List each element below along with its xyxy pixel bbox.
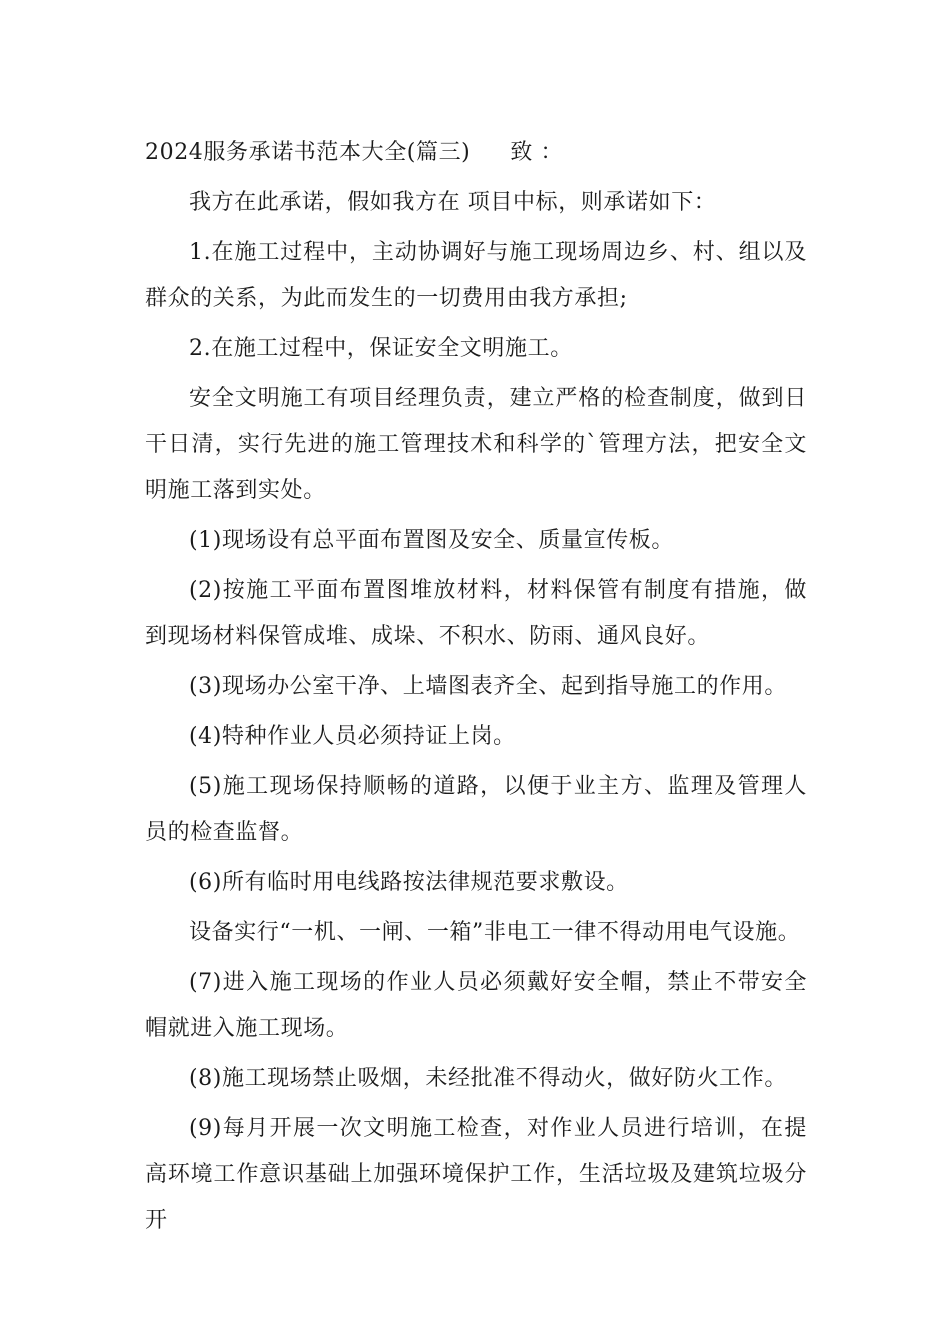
paragraph-9: (5)施工现场保持顺畅的道路，以便于业主方、监理及管理人员的检查监督。 xyxy=(145,774,807,845)
paragraph-10: (6)所有临时用电线路按法律规范要求敷设。 xyxy=(189,870,629,895)
paragraph-3: 2.在施工过程中，保证安全文明施工。 xyxy=(189,336,573,361)
addressee: 致 ： xyxy=(510,140,564,165)
paragraph-1: 我方在此承诺，假如我方在 项目中标，则承诺如下： xyxy=(189,190,717,215)
paragraph-14: (9)每月开展一次文明施工检查，对作业人员进行培训，在提高环境工作意识基础上加强环境保护工作，生活垃圾及建筑垃圾分开 xyxy=(145,1116,807,1233)
paragraph-5: (1)现场设有总平面布置图及安全、质量宣传板。 xyxy=(189,528,674,553)
paragraph-6: (2)按施工平面布置图堆放材料，材料保管有制度有措施，做到现场材料保管成堆、成垛、不积水、防雨、通风良好。 xyxy=(145,578,807,649)
paragraph-13: (8)施工现场禁止吸烟，未经批准不得动火，做好防火工作。 xyxy=(189,1066,787,1091)
paragraph-8: (4)特种作业人员必须持证上岗。 xyxy=(189,724,516,749)
paragraph-12: (7)进入施工现场的作业人员必须戴好安全帽，禁止不带安全帽就进入施工现场。 xyxy=(145,970,807,1041)
document-title: 2024服务承诺书范本大全(篇三) xyxy=(145,140,471,165)
paragraph-2: 1.在施工过程中，主动协调好与施工现场周边乡、村、组以及群众的关系，为此而发生的一切费用由我方承担; xyxy=(145,240,807,311)
title-line xyxy=(145,130,807,176)
paragraph-7: (3)现场办公室干净、上墙图表齐全、起到指导施工的作用。 xyxy=(189,674,787,699)
paragraph-11: 设备实行“一机、一闸、一箱”非电工一律不得动用电气设施。 xyxy=(189,920,801,945)
paragraph-4: 安全文明施工有项目经理负责，建立严格的检查制度，做到日干日清，实行先进的施工管理技术和科学的`管理方法，把安全文明施工落到实处。 xyxy=(145,386,807,503)
document-body xyxy=(145,130,807,1248)
